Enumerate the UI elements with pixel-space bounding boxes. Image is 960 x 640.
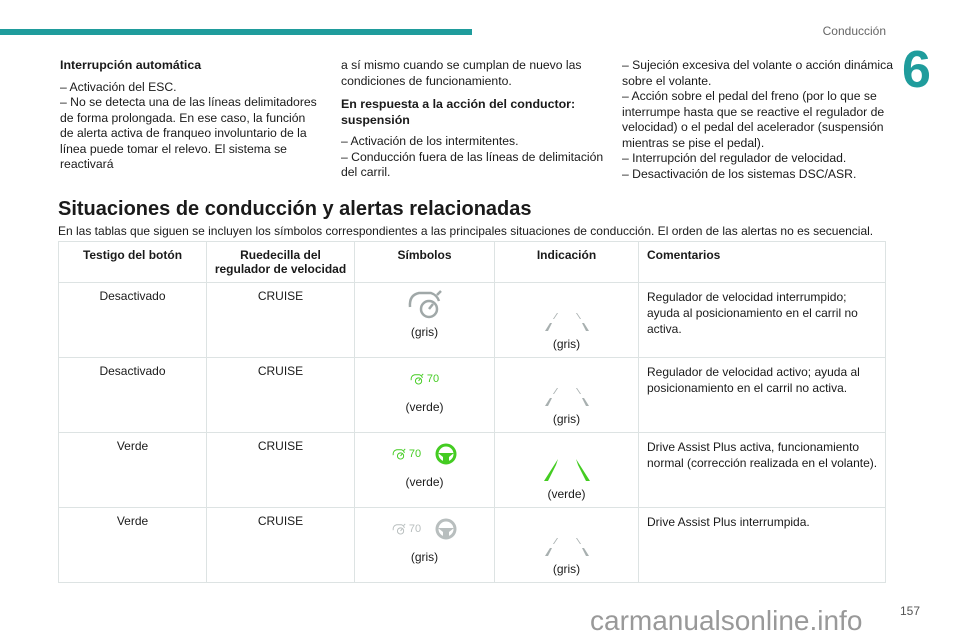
- cruise-control-icon: [410, 373, 424, 385]
- cruise-wheel-cell: CRUISE: [207, 358, 355, 433]
- chapter-number: 6: [902, 41, 931, 99]
- lane-lines-icon: [542, 301, 592, 333]
- button-indicator-cell: Verde: [59, 508, 207, 583]
- cruise-wheel-cell: CRUISE: [207, 508, 355, 583]
- header-cell: Testigo del botón: [59, 242, 207, 283]
- list-item: – Activación de los intermitentes.: [341, 134, 519, 148]
- steering-wheel-icon: [435, 443, 457, 465]
- indication-cell: [495, 508, 639, 583]
- list-item: – Acción sobre el pedal del freno (por lo que se interrumpe hasta que se reactive el regulador de velocidad) o el pedal del acelerador (suspensión mientras se pise el pedal).: [622, 89, 885, 150]
- cruise-control-icon: [392, 523, 406, 535]
- table-row: [59, 283, 886, 358]
- list-item: – Sujeción excesiva del volante o acción dinámica sobre el volante.: [622, 58, 893, 88]
- comment-cell: Drive Assist Plus activa, funcionamiento normal (corrección realizada en el volante).: [639, 433, 886, 508]
- lane-lines-icon: [542, 526, 592, 558]
- paragraph: a sí mismo cuando se cumplan de nuevo las condiciones de funcionamiento.: [341, 58, 582, 88]
- symbols-cell: [355, 283, 495, 358]
- table-row: [59, 508, 886, 583]
- alerts-table: [58, 241, 886, 583]
- section-title: Conducción: [822, 24, 886, 38]
- indication-color-label: (gris): [552, 412, 581, 426]
- cruise-control-icon: [392, 448, 406, 460]
- lane-lines-icon: [542, 376, 592, 408]
- header-cell: Comentarios: [639, 242, 886, 283]
- button-indicator-cell: Desactivado: [59, 358, 207, 433]
- button-indicator-cell: Verde: [59, 433, 207, 508]
- intro-text: En las tablas que siguen se incluyen los símbolos correspondientes a las principales situaciones de conducción. El orden de las alertas no es secuencial.: [58, 224, 874, 238]
- comment-cell: Regulador de velocidad activo; ayuda al posicionamiento en el carril no activa.: [639, 358, 886, 433]
- header-cell: Ruedecilla del regulador de velocidad: [207, 242, 355, 283]
- subheading: Interrupción automática: [60, 58, 202, 72]
- indication-cell: [495, 283, 639, 358]
- list-item: – Interrupción del regulador de velocidad.: [622, 151, 847, 165]
- indication-color-label: (gris): [552, 562, 581, 576]
- indication-cell: [495, 358, 639, 433]
- list-item: – No se detecta una de las líneas delimitadores de forma prolongada. En ese caso, la función de alerta activa de franqueo involuntario de la línea puede tomar el relevo. El sistema se reactivará: [60, 95, 317, 171]
- indication-color-label: (verde): [547, 487, 586, 501]
- cruise-wheel-cell: CRUISE: [207, 283, 355, 358]
- symbol-color-label: (verde): [405, 400, 444, 414]
- cruise-control-icon: [407, 289, 443, 319]
- speed-value: 70: [408, 448, 422, 460]
- indication-color-label: (gris): [552, 337, 581, 351]
- table-row: [59, 433, 886, 508]
- section-heading: Situaciones de conducción y alertas relacionadas: [58, 198, 532, 220]
- steering-wheel-icon: [435, 518, 457, 540]
- list-item: – Desactivación de los sistemas DSC/ASR.: [622, 166, 857, 181]
- watermark: carmanualsonline.info: [590, 605, 863, 636]
- subheading: En respuesta a la acción del conductor: suspensión: [341, 97, 576, 127]
- symbol-color-label: (verde): [405, 475, 444, 489]
- page-number: 157: [899, 604, 920, 618]
- symbols-cell: [355, 433, 495, 508]
- column-1: [60, 58, 322, 173]
- indication-cell: [495, 433, 639, 508]
- column-2: [341, 58, 607, 181]
- speed-value: 70: [408, 523, 422, 535]
- list-item: – Activación del ESC.: [60, 79, 177, 94]
- header-cell: Símbolos: [355, 242, 495, 283]
- comment-cell: Regulador de velocidad interrumpido; ayuda al posicionamiento en el carril no activa.: [639, 283, 886, 358]
- lane-lines-icon: [542, 451, 592, 483]
- header-accent-bar: [0, 29, 472, 35]
- speed-value: 70: [426, 373, 440, 385]
- symbol-color-label: (gris): [410, 550, 439, 564]
- cruise-wheel-cell: CRUISE: [207, 433, 355, 508]
- header-cell: Indicación: [495, 242, 639, 283]
- symbol-color-label: (gris): [410, 325, 439, 339]
- symbols-cell: [355, 508, 495, 583]
- column-3: [622, 58, 894, 182]
- button-indicator-cell: Desactivado: [59, 283, 207, 358]
- list-item: – Conducción fuera de las líneas de delimitación del carril.: [341, 149, 604, 179]
- comment-cell: Drive Assist Plus interrumpida.: [639, 508, 886, 583]
- symbols-cell: [355, 358, 495, 433]
- table-row: [59, 358, 886, 433]
